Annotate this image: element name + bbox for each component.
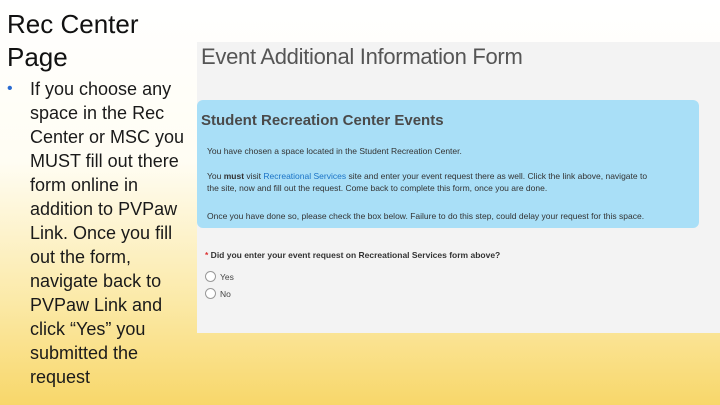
panel-line-4: Once you have done so, please check the box below. Failure to do this step, could delay your request for this space.: [207, 211, 645, 221]
line2-part-c: site and enter your event request there as well. Click the link above, navigate to: [346, 171, 648, 181]
form-title: Event Additional Information Form: [201, 44, 523, 69]
radio-button-no[interactable]: [205, 288, 216, 299]
recreational-services-link[interactable]: Recreational Services: [263, 171, 347, 181]
question-text: Did you enter your event request on Recreational Services form above?: [208, 250, 501, 260]
panel-line-3: the site, now and fill out the request. Come back to complete this form, once you are done.: [207, 183, 548, 193]
panel-line-1: You have chosen a space located in the Student Recreation Center.: [207, 146, 462, 156]
question-label: [205, 250, 500, 260]
bullet-marker: •: [7, 80, 13, 97]
radio-option-yes[interactable]: [205, 271, 234, 282]
required-marker: *: [205, 250, 209, 260]
info-panel: [197, 100, 699, 228]
line2-part-a: You: [207, 171, 224, 181]
bullet-text: If you choose any space in the Rec Center or MSC you MUST fill out there form online in addition to PVPaw Link. Once you fill out the form, navigate back to PVPaw Link and click “Yes” you submitted the request: [30, 79, 185, 387]
panel-heading: Student Recreation Center Events: [201, 112, 444, 129]
line2-strong: must: [223, 171, 245, 181]
form-screenshot: [197, 42, 720, 333]
radio-label-yes: Yes: [220, 271, 234, 282]
line2-part-b: visit: [244, 171, 264, 181]
radio-option-no[interactable]: [205, 288, 231, 299]
panel-line-2: [207, 171, 687, 182]
radio-button-yes[interactable]: [205, 271, 216, 282]
slide-title: Rec Center Page: [7, 9, 139, 72]
radio-label-no: No: [220, 288, 231, 299]
bullet-list: [7, 77, 202, 389]
